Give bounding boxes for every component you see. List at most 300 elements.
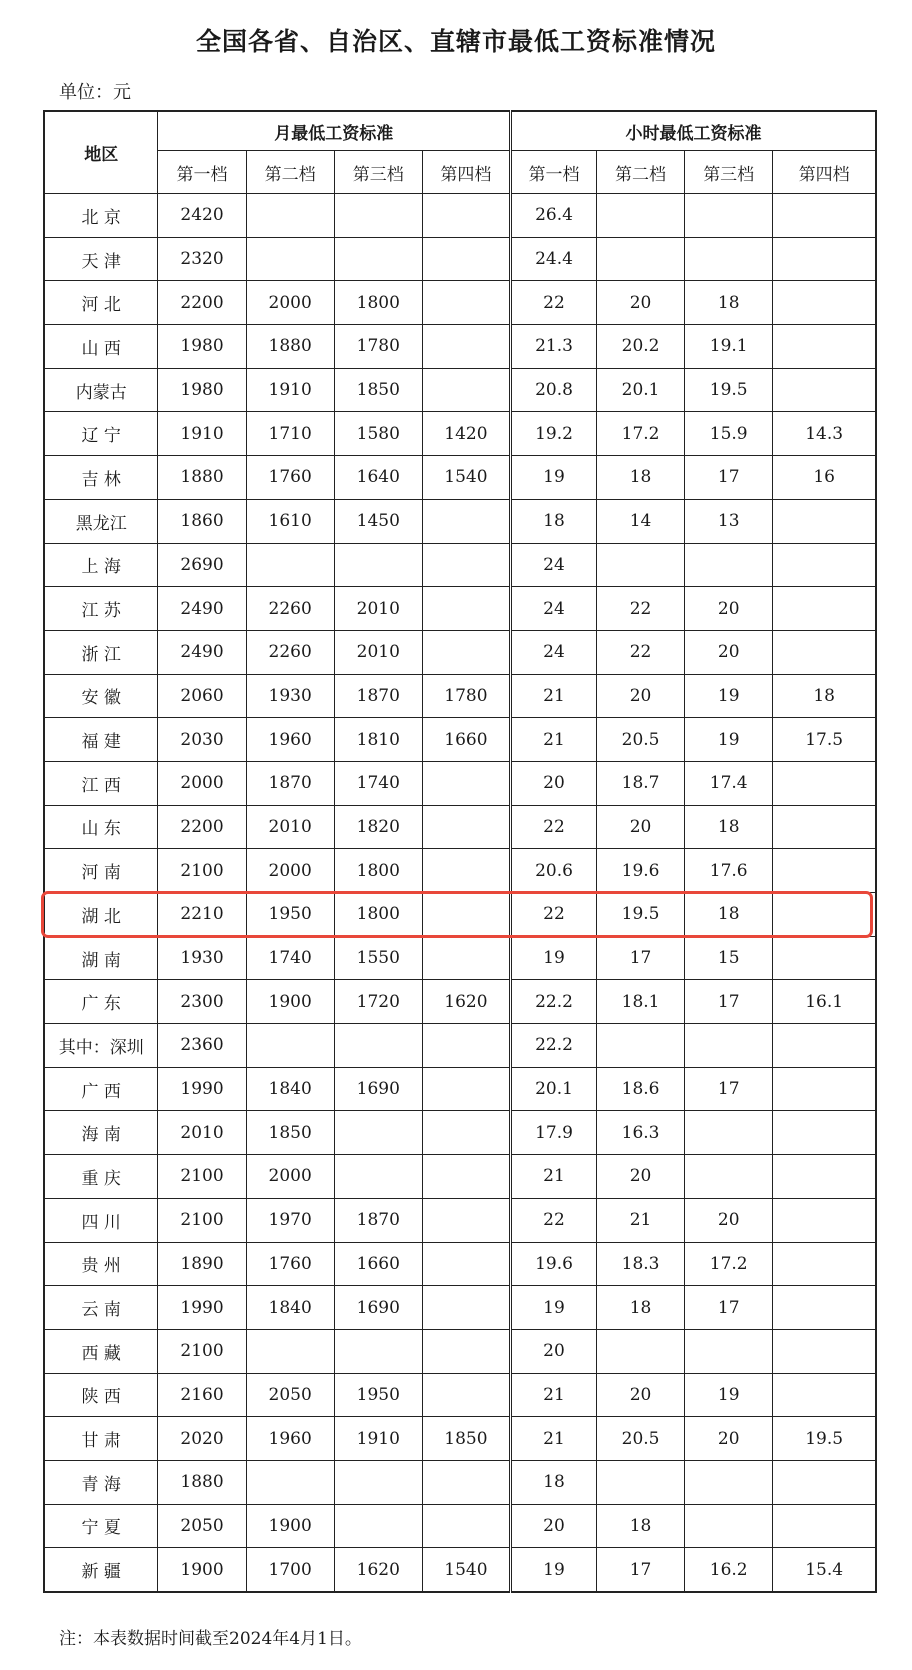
monthly-tier-3-cell: 1800 [334, 893, 422, 937]
hourly-tier-1-cell: 21 [511, 674, 597, 718]
region-cell: 陕 西 [44, 1373, 158, 1417]
monthly-tier-2-cell: 2010 [246, 805, 334, 849]
hourly-tier-2-cell: 20.5 [596, 1417, 684, 1461]
hourly-tier-1-cell: 22 [511, 893, 597, 937]
hourly-tier-3-cell [685, 543, 773, 587]
region-cell: 天 津 [44, 237, 158, 281]
monthly-tier-3-cell [334, 237, 422, 281]
monthly-tier-1-cell: 2030 [158, 718, 246, 762]
hourly-tier-3-header: 第三档 [685, 151, 773, 194]
region-cell: 内蒙古 [44, 368, 158, 412]
hourly-tier-4-cell [773, 237, 876, 281]
monthly-tier-2-cell [246, 1329, 334, 1373]
monthly-tier-3-cell: 1800 [334, 849, 422, 893]
monthly-tier-3-cell [334, 1460, 422, 1504]
hourly-tier-4-cell [773, 1024, 876, 1068]
monthly-tier-1-cell: 2300 [158, 980, 246, 1024]
hourly-tier-1-cell: 19 [511, 1548, 597, 1592]
hourly-tier-1-cell: 20 [511, 761, 597, 805]
monthly-tier-1-cell: 1860 [158, 499, 246, 543]
region-cell: 吉 林 [44, 456, 158, 500]
hourly-tier-3-cell: 17 [685, 1286, 773, 1330]
monthly-tier-1-header: 第一档 [158, 151, 246, 194]
hourly-tier-1-cell: 20 [511, 1329, 597, 1373]
hourly-header: 小时最低工资标准 [511, 111, 877, 151]
hourly-tier-3-cell: 17 [685, 456, 773, 500]
monthly-tier-4-cell: 1620 [422, 980, 510, 1024]
hourly-tier-1-cell: 22.2 [511, 980, 597, 1024]
monthly-tier-4-cell [422, 630, 510, 674]
hourly-tier-4-cell: 16 [773, 456, 876, 500]
hourly-tier-1-cell: 24.4 [511, 237, 597, 281]
monthly-tier-1-cell: 2100 [158, 1198, 246, 1242]
region-cell: 西 藏 [44, 1329, 158, 1373]
hourly-tier-4-cell [773, 936, 876, 980]
hourly-tier-4-cell [773, 805, 876, 849]
table-row [44, 1286, 876, 1330]
region-cell: 新 疆 [44, 1548, 158, 1592]
hourly-tier-2-cell: 20.5 [596, 718, 684, 762]
table-row [44, 456, 876, 500]
monthly-tier-2-cell: 1900 [246, 1504, 334, 1548]
monthly-tier-4-cell [422, 1460, 510, 1504]
monthly-tier-3-cell [334, 1111, 422, 1155]
monthly-tier-1-cell: 2100 [158, 1155, 246, 1199]
region-cell: 安 徽 [44, 674, 158, 718]
monthly-tier-2-cell: 1700 [246, 1548, 334, 1592]
monthly-tier-1-cell: 1880 [158, 1460, 246, 1504]
monthly-tier-3-cell: 1810 [334, 718, 422, 762]
monthly-tier-1-cell: 1980 [158, 325, 246, 369]
monthly-tier-3-cell: 1550 [334, 936, 422, 980]
monthly-tier-3-header: 第三档 [334, 151, 422, 194]
hourly-tier-4-cell [773, 325, 876, 369]
hourly-tier-4-cell: 16.1 [773, 980, 876, 1024]
monthly-tier-4-header: 第四档 [422, 151, 510, 194]
hourly-tier-1-cell: 22 [511, 805, 597, 849]
table-row [44, 499, 876, 543]
hourly-tier-2-cell: 18 [596, 1286, 684, 1330]
region-cell: 贵 州 [44, 1242, 158, 1286]
monthly-tier-3-cell: 1720 [334, 980, 422, 1024]
page-title: 全国各省、自治区、直辖市最低工资标准情况 [195, 27, 716, 56]
monthly-tier-1-cell: 1890 [158, 1242, 246, 1286]
footnote: 注：本表数据时间截至2024年4月1日。 [59, 1629, 362, 1649]
region-cell: 山 西 [44, 325, 158, 369]
hourly-tier-4-cell [773, 1155, 876, 1199]
monthly-tier-2-cell: 1960 [246, 718, 334, 762]
table-row [44, 849, 876, 893]
hourly-tier-2-cell: 16.3 [596, 1111, 684, 1155]
region-cell: 广 东 [44, 980, 158, 1024]
hourly-tier-2-cell: 18.6 [596, 1067, 684, 1111]
hourly-tier-3-cell [685, 1111, 773, 1155]
table-row [44, 1329, 876, 1373]
hourly-tier-4-cell [773, 368, 876, 412]
monthly-tier-2-cell: 1900 [246, 980, 334, 1024]
monthly-tier-4-cell [422, 587, 510, 631]
table-row [44, 980, 876, 1024]
monthly-tier-2-cell: 2260 [246, 587, 334, 631]
table-row [44, 1198, 876, 1242]
table-row [44, 368, 876, 412]
monthly-tier-2-cell: 1610 [246, 499, 334, 543]
table-row [44, 281, 876, 325]
hourly-tier-4-cell [773, 1286, 876, 1330]
monthly-tier-3-cell: 1450 [334, 499, 422, 543]
table-row [44, 237, 876, 281]
hourly-tier-1-cell: 17.9 [511, 1111, 597, 1155]
monthly-tier-2-cell: 1840 [246, 1286, 334, 1330]
table-row [44, 674, 876, 718]
monthly-tier-4-cell [422, 1155, 510, 1199]
monthly-tier-4-cell [422, 1504, 510, 1548]
monthly-tier-4-cell: 1540 [422, 456, 510, 500]
monthly-tier-3-cell: 1780 [334, 325, 422, 369]
hourly-tier-3-cell: 17.6 [685, 849, 773, 893]
region-cell: 广 西 [44, 1067, 158, 1111]
table-row [44, 412, 876, 456]
monthly-tier-4-cell [422, 368, 510, 412]
table-row [44, 1504, 876, 1548]
monthly-tier-2-cell: 1910 [246, 368, 334, 412]
monthly-tier-1-cell: 2200 [158, 805, 246, 849]
monthly-tier-2-cell [246, 1024, 334, 1068]
monthly-tier-4-cell [422, 1373, 510, 1417]
monthly-tier-2-cell: 2000 [246, 1155, 334, 1199]
monthly-tier-2-cell: 1960 [246, 1417, 334, 1461]
hourly-tier-4-header: 第四档 [773, 151, 876, 194]
monthly-tier-2-cell [246, 237, 334, 281]
hourly-tier-2-cell [596, 1329, 684, 1373]
monthly-tier-4-cell [422, 1111, 510, 1155]
hourly-tier-4-cell [773, 1067, 876, 1111]
hourly-tier-4-cell [773, 630, 876, 674]
table-row [44, 1460, 876, 1504]
hourly-tier-1-cell: 20.6 [511, 849, 597, 893]
hourly-tier-1-cell: 24 [511, 630, 597, 674]
hourly-tier-3-cell: 19.5 [685, 368, 773, 412]
hourly-tier-4-cell: 17.5 [773, 718, 876, 762]
unit-label: 单位：元 [59, 82, 131, 103]
monthly-tier-2-cell: 1760 [246, 1242, 334, 1286]
monthly-tier-1-cell: 2320 [158, 237, 246, 281]
region-cell: 福 建 [44, 718, 158, 762]
hourly-tier-1-cell: 21 [511, 1373, 597, 1417]
monthly-tier-1-cell: 1990 [158, 1286, 246, 1330]
hourly-tier-4-cell [773, 1460, 876, 1504]
hourly-tier-4-cell [773, 499, 876, 543]
monthly-tier-3-cell [334, 1024, 422, 1068]
hourly-tier-1-header: 第一档 [511, 151, 597, 194]
hourly-tier-3-cell [685, 1024, 773, 1068]
hourly-tier-2-cell: 20.2 [596, 325, 684, 369]
monthly-tier-2-cell: 2260 [246, 630, 334, 674]
hourly-tier-4-cell [773, 281, 876, 325]
region-cell: 辽 宁 [44, 412, 158, 456]
table-row [44, 893, 876, 937]
monthly-tier-1-cell: 2100 [158, 1329, 246, 1373]
monthly-tier-1-cell: 2060 [158, 674, 246, 718]
table-row [44, 1111, 876, 1155]
monthly-tier-3-cell [334, 1155, 422, 1199]
monthly-tier-3-cell: 1870 [334, 1198, 422, 1242]
hourly-tier-2-cell: 18 [596, 456, 684, 500]
hourly-tier-3-cell [685, 1504, 773, 1548]
hourly-tier-4-cell [773, 543, 876, 587]
hourly-tier-2-header: 第二档 [596, 151, 684, 194]
hourly-tier-1-cell: 18 [511, 499, 597, 543]
hourly-tier-3-cell: 17 [685, 1067, 773, 1111]
hourly-tier-3-cell: 17.4 [685, 761, 773, 805]
hourly-tier-2-cell: 20 [596, 805, 684, 849]
hourly-tier-1-cell: 26.4 [511, 194, 597, 238]
hourly-tier-1-cell: 21.3 [511, 325, 597, 369]
monthly-tier-4-cell [422, 325, 510, 369]
monthly-tier-4-cell [422, 936, 510, 980]
monthly-tier-3-cell: 1660 [334, 1242, 422, 1286]
monthly-tier-2-cell: 1710 [246, 412, 334, 456]
monthly-tier-4-cell: 1660 [422, 718, 510, 762]
hourly-tier-1-cell: 21 [511, 1417, 597, 1461]
monthly-tier-4-cell [422, 1242, 510, 1286]
hourly-tier-3-cell: 18 [685, 805, 773, 849]
monthly-tier-2-cell [246, 1460, 334, 1504]
monthly-tier-2-cell [246, 543, 334, 587]
hourly-tier-2-cell: 18.7 [596, 761, 684, 805]
region-cell: 湖 南 [44, 936, 158, 980]
hourly-tier-2-cell [596, 194, 684, 238]
monthly-tier-3-cell: 2010 [334, 587, 422, 631]
table-row [44, 761, 876, 805]
monthly-tier-2-cell [246, 194, 334, 238]
hourly-tier-2-cell: 20 [596, 281, 684, 325]
monthly-tier-3-cell [334, 543, 422, 587]
region-cell: 江 苏 [44, 587, 158, 631]
hourly-tier-1-cell: 20.8 [511, 368, 597, 412]
monthly-header: 月最低工资标准 [158, 111, 511, 151]
table-body [44, 194, 876, 1593]
region-cell: 河 南 [44, 849, 158, 893]
hourly-tier-4-cell [773, 893, 876, 937]
table-row [44, 936, 876, 980]
hourly-tier-1-cell: 19 [511, 1286, 597, 1330]
monthly-tier-1-cell: 1910 [158, 412, 246, 456]
hourly-tier-2-cell: 19.5 [596, 893, 684, 937]
hourly-tier-2-cell: 18 [596, 1504, 684, 1548]
hourly-tier-4-cell [773, 849, 876, 893]
hourly-tier-3-cell: 20 [685, 630, 773, 674]
table-row [44, 1067, 876, 1111]
table-row [44, 587, 876, 631]
monthly-tier-1-cell: 2160 [158, 1373, 246, 1417]
monthly-tier-4-cell: 1420 [422, 412, 510, 456]
region-cell: 其中：深圳 [44, 1024, 158, 1068]
monthly-tier-4-cell: 1540 [422, 1548, 510, 1592]
monthly-tier-1-cell: 1930 [158, 936, 246, 980]
hourly-tier-1-cell: 18 [511, 1460, 597, 1504]
monthly-tier-1-cell: 2010 [158, 1111, 246, 1155]
hourly-tier-4-cell [773, 194, 876, 238]
monthly-tier-3-cell: 1690 [334, 1067, 422, 1111]
region-cell: 宁 夏 [44, 1504, 158, 1548]
hourly-tier-4-cell: 18 [773, 674, 876, 718]
monthly-tier-2-cell: 1950 [246, 893, 334, 937]
table-row [44, 325, 876, 369]
hourly-tier-2-cell [596, 543, 684, 587]
hourly-tier-3-cell: 18 [685, 281, 773, 325]
hourly-tier-3-cell: 20 [685, 1417, 773, 1461]
monthly-tier-2-cell: 1740 [246, 936, 334, 980]
region-cell: 上 海 [44, 543, 158, 587]
monthly-tier-3-cell: 1690 [334, 1286, 422, 1330]
hourly-tier-3-cell: 19 [685, 1373, 773, 1417]
table-row [44, 194, 876, 238]
hourly-tier-1-cell: 21 [511, 718, 597, 762]
hourly-tier-1-cell: 24 [511, 587, 597, 631]
region-cell: 云 南 [44, 1286, 158, 1330]
hourly-tier-1-cell: 22.2 [511, 1024, 597, 1068]
hourly-tier-3-cell: 20 [685, 587, 773, 631]
table-row [44, 718, 876, 762]
monthly-tier-2-cell: 1870 [246, 761, 334, 805]
hourly-tier-4-cell [773, 587, 876, 631]
table-row [44, 1373, 876, 1417]
monthly-tier-3-cell: 1820 [334, 805, 422, 849]
hourly-tier-4-cell [773, 1373, 876, 1417]
monthly-tier-2-cell: 1930 [246, 674, 334, 718]
hourly-tier-1-cell: 20 [511, 1504, 597, 1548]
region-cell: 湖 北 [44, 893, 158, 937]
monthly-tier-4-cell [422, 194, 510, 238]
hourly-tier-2-cell: 17.2 [596, 412, 684, 456]
hourly-tier-2-cell: 18.3 [596, 1242, 684, 1286]
monthly-tier-3-cell [334, 1329, 422, 1373]
hourly-tier-2-cell: 21 [596, 1198, 684, 1242]
monthly-tier-3-cell: 1850 [334, 368, 422, 412]
hourly-tier-3-cell: 19.1 [685, 325, 773, 369]
table-row [44, 1155, 876, 1199]
monthly-tier-2-cell: 2050 [246, 1373, 334, 1417]
hourly-tier-4-cell [773, 761, 876, 805]
hourly-tier-3-cell: 20 [685, 1198, 773, 1242]
table-row [44, 805, 876, 849]
monthly-tier-1-cell: 2210 [158, 893, 246, 937]
hourly-tier-4-cell [773, 1504, 876, 1548]
monthly-tier-4-cell: 1780 [422, 674, 510, 718]
hourly-tier-2-cell [596, 237, 684, 281]
region-cell: 四 川 [44, 1198, 158, 1242]
hourly-tier-3-cell [685, 237, 773, 281]
monthly-tier-3-cell: 1640 [334, 456, 422, 500]
hourly-tier-1-cell: 20.1 [511, 1067, 597, 1111]
hourly-tier-3-cell [685, 1460, 773, 1504]
hourly-tier-1-cell: 19 [511, 456, 597, 500]
monthly-tier-1-cell: 2200 [158, 281, 246, 325]
region-cell: 甘 肃 [44, 1417, 158, 1461]
hourly-tier-2-cell [596, 1460, 684, 1504]
monthly-tier-1-cell: 2690 [158, 543, 246, 587]
monthly-tier-1-cell: 2360 [158, 1024, 246, 1068]
hourly-tier-4-cell [773, 1242, 876, 1286]
hourly-tier-3-cell: 15.9 [685, 412, 773, 456]
monthly-tier-4-cell [422, 499, 510, 543]
hourly-tier-4-cell [773, 1111, 876, 1155]
minimum-wage-table [43, 110, 877, 1593]
monthly-tier-2-cell: 1760 [246, 456, 334, 500]
hourly-tier-4-cell [773, 1329, 876, 1373]
hourly-tier-2-cell: 20 [596, 1155, 684, 1199]
monthly-tier-3-cell [334, 1504, 422, 1548]
hourly-tier-2-cell: 14 [596, 499, 684, 543]
hourly-tier-3-cell: 16.2 [685, 1548, 773, 1592]
hourly-tier-2-cell: 18.1 [596, 980, 684, 1024]
monthly-tier-2-cell: 1970 [246, 1198, 334, 1242]
monthly-tier-2-cell: 2000 [246, 849, 334, 893]
hourly-tier-2-cell [596, 1024, 684, 1068]
table-row [44, 630, 876, 674]
monthly-tier-3-cell: 1800 [334, 281, 422, 325]
region-cell: 黑龙江 [44, 499, 158, 543]
monthly-tier-1-cell: 1900 [158, 1548, 246, 1592]
monthly-tier-4-cell [422, 893, 510, 937]
hourly-tier-4-cell: 15.4 [773, 1548, 876, 1592]
monthly-tier-1-cell: 1980 [158, 368, 246, 412]
hourly-tier-3-cell [685, 1155, 773, 1199]
hourly-tier-3-cell: 17.2 [685, 1242, 773, 1286]
region-cell: 北 京 [44, 194, 158, 238]
table-row [44, 1242, 876, 1286]
hourly-tier-3-cell: 18 [685, 893, 773, 937]
region-cell: 河 北 [44, 281, 158, 325]
monthly-tier-1-cell: 2100 [158, 849, 246, 893]
hourly-tier-2-cell: 19.6 [596, 849, 684, 893]
monthly-tier-4-cell [422, 1329, 510, 1373]
monthly-tier-2-cell: 2000 [246, 281, 334, 325]
monthly-tier-2-cell: 1840 [246, 1067, 334, 1111]
monthly-tier-4-cell [422, 805, 510, 849]
hourly-tier-2-cell: 22 [596, 587, 684, 631]
monthly-tier-2-cell: 1880 [246, 325, 334, 369]
monthly-tier-3-cell: 1620 [334, 1548, 422, 1592]
hourly-tier-2-cell: 20 [596, 674, 684, 718]
hourly-tier-1-cell: 24 [511, 543, 597, 587]
monthly-tier-2-cell: 1850 [246, 1111, 334, 1155]
monthly-tier-1-cell: 2490 [158, 587, 246, 631]
monthly-tier-4-cell [422, 1024, 510, 1068]
monthly-tier-4-cell [422, 1198, 510, 1242]
region-cell: 重 庆 [44, 1155, 158, 1199]
monthly-tier-1-cell: 2000 [158, 761, 246, 805]
monthly-tier-1-cell: 1990 [158, 1067, 246, 1111]
table-row [44, 1548, 876, 1592]
region-cell: 浙 江 [44, 630, 158, 674]
monthly-tier-4-cell [422, 543, 510, 587]
table-row [44, 543, 876, 587]
monthly-tier-4-cell [422, 761, 510, 805]
hourly-tier-2-cell: 22 [596, 630, 684, 674]
monthly-tier-4-cell [422, 281, 510, 325]
hourly-tier-3-cell: 19 [685, 718, 773, 762]
monthly-tier-2-header: 第二档 [246, 151, 334, 194]
hourly-tier-4-cell: 19.5 [773, 1417, 876, 1461]
region-cell: 海 南 [44, 1111, 158, 1155]
monthly-tier-1-cell: 2020 [158, 1417, 246, 1461]
hourly-tier-3-cell [685, 194, 773, 238]
hourly-tier-2-cell: 20.1 [596, 368, 684, 412]
hourly-tier-3-cell: 19 [685, 674, 773, 718]
hourly-tier-4-cell: 14.3 [773, 412, 876, 456]
